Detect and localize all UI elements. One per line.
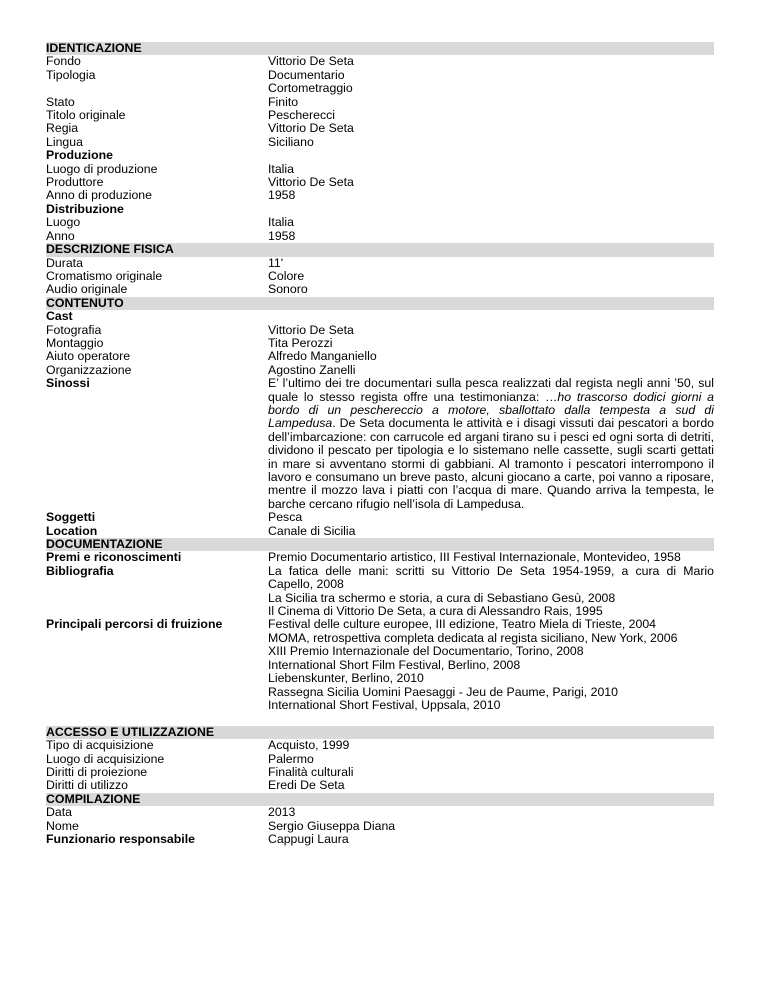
section-title: IDENTICAZIONE (46, 41, 142, 55)
field-label: Tipo di acquisizione (46, 738, 154, 753)
subheading-distribuzione (46, 203, 714, 216)
field-label: Funzionario responsabile (46, 831, 195, 846)
field-label: Soggetti (46, 510, 96, 525)
spacer (46, 712, 714, 725)
subheading-label: Distribuzione (46, 201, 124, 216)
field-value: Acquisto, 1999 (268, 738, 350, 753)
list-item: MOMA, retrospettiva completa dedicata al regista siciliano, New York, 2006 (268, 630, 678, 645)
section-header-compilazione (46, 793, 714, 806)
field-label: Fondo (46, 54, 81, 69)
subheading-label: Produzione (46, 148, 113, 163)
catalog-record (46, 42, 714, 846)
field-label: Organizzazione (46, 362, 132, 377)
field-diritti-utilizzo (46, 779, 714, 792)
list-item: Festival delle culture europee, III edizione, Teatro Miela di Trieste, 2004 (268, 617, 657, 632)
field-value: Eredi De Seta (268, 778, 345, 793)
field-label: Premi e riconoscimenti (46, 550, 182, 565)
field-luogo (46, 216, 714, 229)
list-item: Rassegna Sicilia Uomini Paesaggi - Jeu de Paume, Parigi, 2010 (268, 684, 618, 699)
field-lingua (46, 136, 714, 149)
section-title: COMPILAZIONE (46, 791, 141, 806)
section-header-identicazione (46, 42, 714, 55)
section-title: DOCUMENTAZIONE (46, 537, 163, 552)
field-soggetti (46, 511, 714, 524)
field-label: Diritti di utilizzo (46, 778, 128, 793)
field-label: Sinossi (46, 376, 90, 391)
field-value: Tita Perozzi (268, 335, 333, 350)
field-diritti-proiezione (46, 766, 714, 779)
field-value: 1958 (268, 188, 296, 203)
synopsis-quote: ho trascorso dodici giorni a bordo di un peschereccio a motore, sballottato dalla tempesta a sud di Lampedusa (268, 389, 714, 431)
field-durata (46, 257, 714, 270)
field-label: Tipologia (46, 67, 96, 82)
field-regia (46, 122, 714, 135)
field-nome (46, 820, 714, 833)
field-value: Colore (268, 268, 305, 283)
field-label: Stato (46, 94, 75, 109)
field-fotografia (46, 324, 714, 337)
field-label: Location (46, 523, 98, 538)
list-item: La fatica delle mani: scritti su Vittorio De Seta 1954-1959, a cura di Mario Capello, 2008 (268, 563, 714, 592)
field-stato (46, 96, 714, 109)
section-header-accesso (46, 726, 714, 739)
field-montaggio (46, 337, 714, 350)
field-value: Vittorio De Seta (268, 175, 354, 190)
field-label: Anno (46, 228, 75, 243)
field-value: Cortometraggio (268, 81, 353, 96)
subheading-label: Cast (46, 309, 73, 324)
section-header-contenuto (46, 297, 714, 310)
field-value: Premio Documentario artistico, III Festival Internazionale, Montevideo, 1958 (268, 550, 681, 565)
field-value: Sonoro (268, 282, 308, 297)
field-location (46, 525, 714, 538)
list-item: La Sicilia tra schermo e storia, a cura di Sebastiano Gesù, 2008 (268, 590, 616, 605)
list-item: International Short Film Festival, Berlino, 2008 (268, 657, 521, 672)
field-value: Agostino Zanelli (268, 362, 356, 377)
section-title: ACCESSO E UTILIZZAZIONE (46, 724, 215, 739)
field-value: Finalità culturali (268, 764, 354, 779)
field-label: Durata (46, 255, 83, 270)
field-label: Produttore (46, 175, 104, 190)
field-label: Data (46, 805, 72, 820)
field-label: Anno di produzione (46, 188, 152, 203)
field-anno-produzione (46, 189, 714, 202)
field-titolo-originale (46, 109, 714, 122)
synopsis-part: E’ l’ultimo dei tre documentari sulla pesca realizzati dal regista negli anni ’50, sul quale lo stesso regista offre una testimonianza: … (268, 376, 714, 404)
field-value: Vittorio De Seta (268, 54, 354, 69)
section-title: DESCRIZIONE FISICA (46, 242, 174, 257)
field-value: Siciliano (268, 134, 314, 149)
field-fondo (46, 55, 714, 68)
section-header-documentazione (46, 538, 714, 551)
field-value: Finito (268, 94, 299, 109)
field-label: Montaggio (46, 335, 104, 350)
field-label: Nome (46, 818, 79, 833)
field-cromatismo (46, 270, 714, 283)
field-anno (46, 230, 714, 243)
field-luogo-acquisizione (46, 753, 714, 766)
field-label: Lingua (46, 134, 83, 149)
field-value: Italia (268, 215, 294, 230)
field-value: 2013 (268, 805, 296, 820)
synopsis-text (268, 377, 714, 511)
field-tipo-acquisizione (46, 739, 714, 752)
list-item: Liebenskunter, Berlino, 2010 (268, 671, 424, 686)
field-premi (46, 551, 714, 564)
field-value: Canale di Sicilia (268, 523, 356, 538)
field-sinossi (46, 377, 714, 511)
field-value: Documentario (268, 67, 345, 82)
section-title: CONTENUTO (46, 295, 124, 310)
field-produttore (46, 176, 714, 189)
field-label: Regia (46, 121, 79, 136)
field-label: Luogo di acquisizione (46, 751, 165, 766)
field-value: Pescherecci (268, 108, 335, 123)
field-value: Italia (268, 161, 294, 176)
field-label: Diritti di proiezione (46, 764, 148, 779)
field-value: 1958 (268, 228, 296, 243)
subheading-cast (46, 310, 714, 323)
field-label: Audio originale (46, 282, 128, 297)
subheading-produzione (46, 149, 714, 162)
field-label: Luogo di produzione (46, 161, 158, 176)
field-label: Titolo originale (46, 108, 126, 123)
field-luogo-produzione (46, 163, 714, 176)
field-label: Principali percorsi di fruizione (46, 617, 223, 632)
field-label: Bibliografia (46, 563, 114, 578)
section-header-descrizione-fisica (46, 243, 714, 256)
list-item: International Short Festival, Uppsala, 2010 (268, 697, 501, 712)
list-item: Il Cinema di Vittorio De Seta, a cura di Alessandro Rais, 1995 (268, 604, 603, 619)
field-data (46, 806, 714, 819)
field-funzionario (46, 833, 714, 846)
field-bibliografia (46, 565, 714, 619)
list-item: XIII Premio Internazionale del Documentario, Torino, 2008 (268, 644, 584, 659)
synopsis-part: . De Seta documenta le attività e i disagi vissuti dai pescatori a bordo dell’imbarcazione: con carrucole ed argani tirano su i pesci ed ogni sorta di detriti, dividono il pescato per tipologia e lo sistemano nelle cassette, sugli scarti gettati in mare si avventano stormi di gabbiani. Al tramonto i pescatori interrompono il lavoro e consumano un breve pasto, alcuni giocano a carte, poi vanno a riposare, mentre il mozzo lava i piatti con l’acqua di mare. Quando arriva la tempesta, le barche cercano rifugio nell’isola di Lampedusa. (268, 416, 714, 511)
field-aiuto-operatore (46, 350, 714, 363)
field-value: Alfredo Manganiello (268, 349, 377, 364)
field-percorsi (46, 618, 714, 712)
field-label: Cromatismo originale (46, 268, 163, 283)
field-label: Luogo (46, 215, 81, 230)
field-value: Vittorio De Seta (268, 322, 354, 337)
field-value: Pesca (268, 510, 303, 525)
field-value: Vittorio De Seta (268, 121, 354, 136)
field-label: Fotografia (46, 322, 102, 337)
field-organizzazione (46, 364, 714, 377)
field-label: Aiuto operatore (46, 349, 131, 364)
field-value: Sergio Giuseppa Diana (268, 818, 396, 833)
field-audio (46, 283, 714, 296)
field-value: 11' (268, 255, 284, 270)
field-value: Cappugi Laura (268, 831, 349, 846)
field-tipologia (46, 69, 714, 96)
field-value: Palermo (268, 751, 314, 766)
